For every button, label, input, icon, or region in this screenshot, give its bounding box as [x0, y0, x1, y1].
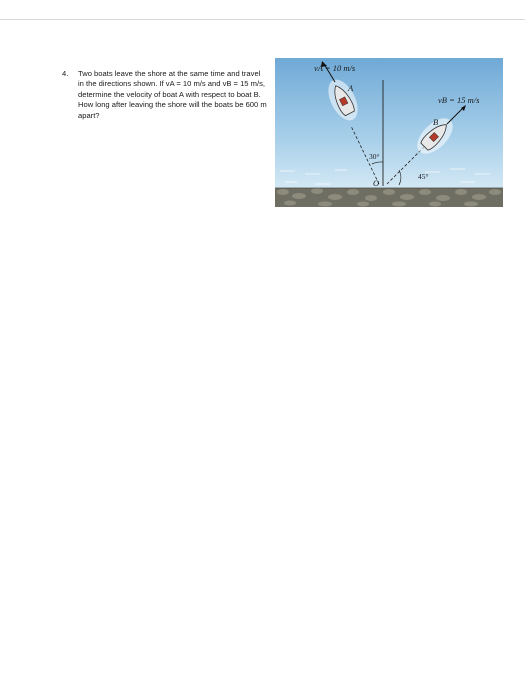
label-angle-45: 45°	[418, 172, 429, 181]
label-origin: O	[373, 178, 380, 188]
label-boat-a: A	[348, 83, 354, 93]
label-va: vA = 10 m/s	[314, 63, 356, 73]
problem-number: 4.	[62, 69, 69, 78]
boats-diagram	[275, 58, 503, 207]
water-background	[275, 58, 503, 207]
label-angle-30: 30°	[369, 152, 380, 161]
label-vb: vB = 15 m/s	[438, 95, 480, 105]
page-top-rule	[0, 19, 525, 20]
problem-text: Two boats leave the shore at the same time and travel in the directions shown. If vA = 10 m/s and vB = 15 m/s, determine the velocity of boat A with respect to boat B. How long after leaving the shore will the boats be 600 m apart?	[78, 69, 267, 120]
label-boat-b: B	[433, 117, 439, 127]
boats-figure	[275, 58, 503, 207]
